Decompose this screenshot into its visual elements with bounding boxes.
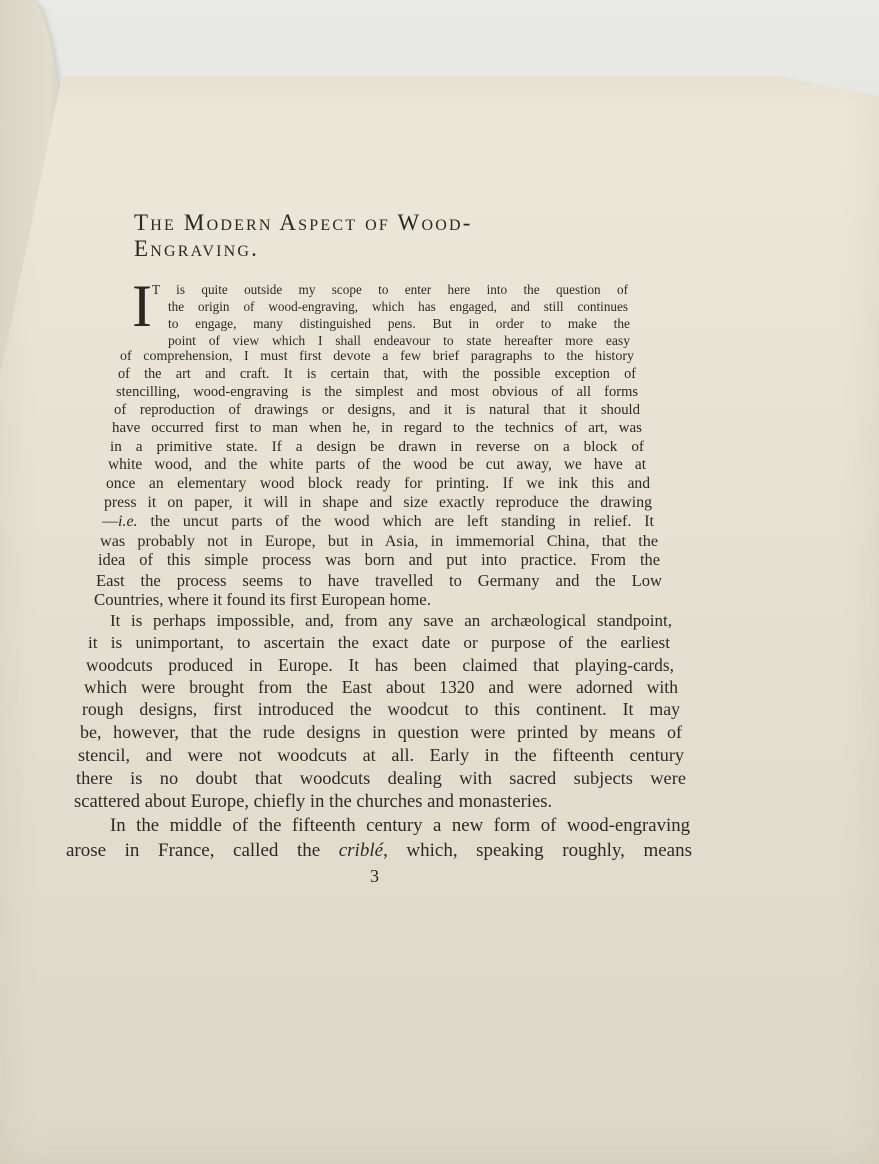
paragraph1-line: white wood, and the white parts of the wood be cut away, we have at — [108, 456, 646, 473]
paragraph2-line: it is unimportant, to ascertain the exact date or purpose of the earliest — [88, 633, 670, 652]
paragraph2-line: It is perhaps impossible, and, from any save an archæological standpoint, — [110, 611, 672, 630]
paragraph1-line: Countries, where it found its first European home. — [94, 590, 431, 609]
drop-cap: I — [132, 273, 152, 339]
paragraph1-line: have occurred first to man when he, in regard to the technics of art, was — [112, 420, 642, 436]
paragraph1-line: of the art and craft. It is certain that, with the possible exception of — [118, 366, 636, 382]
paragraph2-line: stencil, and were not woodcuts at all. Early in the fifteenth century — [78, 745, 684, 765]
paragraph1-line: press it on paper, it will in shape and size exactly reproduce the drawing — [104, 494, 652, 511]
paragraph2-line: there is no doubt that woodcuts dealing with sacred subjects were — [76, 768, 686, 788]
paragraph1-line: of reproduction of drawings or designs, and it is natural that it should — [114, 402, 640, 418]
paragraph2-line: scattered about Europe, chiefly in the churches and monasteries. — [74, 791, 553, 812]
title-line-1: The Modern Aspect of Wood- — [134, 210, 473, 235]
paragraph1-line: idea of this simple process was born and put into practice. From the — [98, 550, 660, 569]
paragraph1-line: to engage, many distinguished pens. But in order to make the — [168, 316, 630, 331]
paragraph1-line: East the process seems to have travelled to Germany and the Low — [96, 571, 662, 590]
paragraph1-line: once an elementary wood block ready for printing. If we ink this and — [106, 475, 650, 492]
paragraph2-line: woodcuts produced in Europe. It has been claimed that playing-cards, — [86, 655, 674, 675]
paragraph1-line: was probably not in Europe, but in Asia, in immemorial China, that the — [100, 532, 658, 550]
paragraph3-line: arose in France, called the criblé, which, speaking roughly, means — [66, 840, 692, 861]
paragraph1-line: point of view which I shall endeavour to state hereafter more easy — [168, 333, 630, 348]
paragraph2-line: rough designs, first introduced the woodcut to this continent. It may — [82, 699, 680, 719]
paragraph1-line: stencilling, wood-engraving is the simplest and most obvious of all forms — [116, 384, 638, 400]
paragraph2-line: which were brought from the East about 1320 and were adorned with — [84, 677, 678, 697]
chapter-title — [134, 210, 654, 262]
paragraph3-line: In the middle of the fifteenth century a new form of wood-engraving — [110, 815, 690, 836]
paragraph2-line: be, however, that the rude designs in question were printed by means of — [80, 722, 682, 742]
paragraph1-line: in a primitive state. If a design be drawn in reverse on a block of — [110, 438, 644, 455]
paragraph1-line: of comprehension, I must first devote a few brief paragraphs to the history — [120, 349, 634, 364]
paragraph1-line: the origin of wood-engraving, which has engaged, and still continues — [168, 299, 628, 314]
paragraph1-line: T is quite outside my scope to enter here into the question of — [152, 282, 628, 297]
title-line-2: Engraving. — [134, 236, 260, 261]
paragraph1-line: —i.e. the uncut parts of the wood which are left standing in relief. It — [102, 513, 654, 530]
page-number: 3 — [370, 866, 379, 886]
